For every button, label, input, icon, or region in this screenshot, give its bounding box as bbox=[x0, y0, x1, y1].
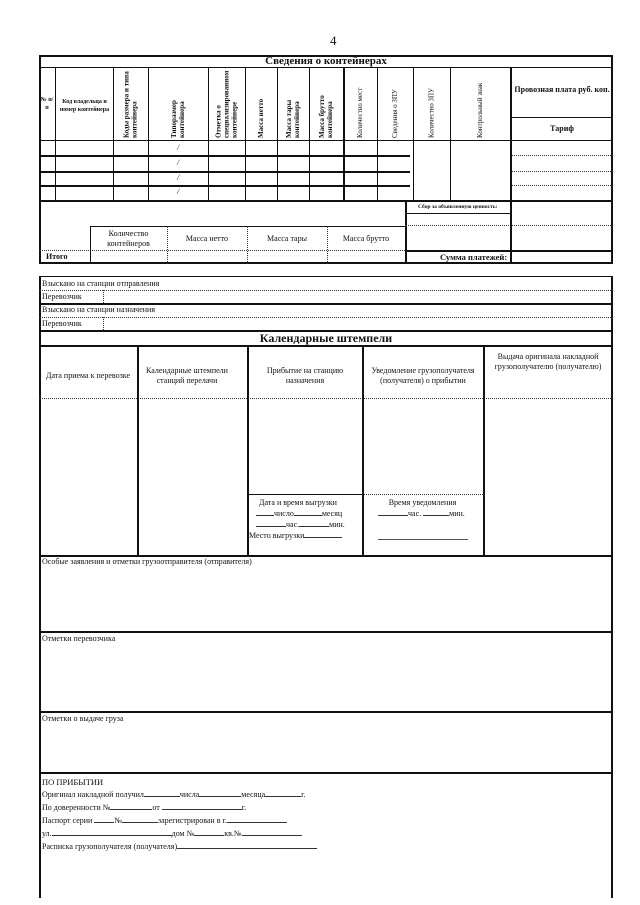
col-tare-mass: Масса тары контейнера bbox=[285, 99, 301, 138]
collected-destination: Взыскано на станции назначения bbox=[42, 305, 155, 314]
col-control-mark: Контрольный знак bbox=[476, 82, 484, 138]
summary-gross-header: Масса брутто bbox=[342, 234, 390, 243]
containers-title: Сведения о контейнерах bbox=[265, 55, 387, 67]
total-label: Итого bbox=[46, 252, 68, 261]
payments-sum-label: Сумма платежей: bbox=[440, 252, 508, 262]
declared-value-fee: Сбор за объявленную ценность: bbox=[418, 204, 498, 210]
notify-title: Время уведомления bbox=[388, 498, 457, 507]
arrival-line-1: Оригинал накладной получил числа месяца г. bbox=[42, 790, 306, 799]
unload-title: Дата и время выгрузки bbox=[259, 498, 337, 507]
carrier-remarks-label: Отметки перевозчика bbox=[42, 634, 116, 643]
carrier-label-2: Перевозчик bbox=[42, 319, 82, 328]
stamps-col-transfer: Календарные штемпели станций перелачи bbox=[146, 366, 228, 385]
col-type-size: Типоразмер контейнера bbox=[170, 100, 186, 138]
stamps-col-notification: Уведомление грузополучателя (получателя) о прибытии bbox=[371, 366, 475, 385]
arrival-line-5: Расписка грузополучателя (получателя) bbox=[42, 842, 317, 852]
stamps-col-acceptance: Дата приема к перевозке bbox=[45, 371, 130, 380]
summary-net-header: Масса нетто bbox=[185, 234, 229, 243]
arrival-title: ПО ПРИБЫТИИ bbox=[42, 777, 104, 787]
tariff-label: Тариф bbox=[550, 124, 574, 133]
carrier-label-1: Перевозчик bbox=[42, 292, 82, 301]
arrival-line-2: По доверенности № от г. bbox=[42, 803, 247, 812]
col-size-codes: Коды размера и типа контейнера bbox=[122, 71, 139, 138]
collected-departure: Взыскано на станции отправления bbox=[42, 279, 160, 288]
arrival-line-3: Паспорт серии № зарегистрирован в г. bbox=[42, 816, 287, 826]
summary-count-header: Количество контейнеров bbox=[107, 229, 150, 248]
summary-tare-header: Масса тары bbox=[267, 234, 307, 243]
row-slash: / bbox=[177, 173, 180, 182]
shipper-remarks-label: Особые заявления и отметки грузоотправителя (отправителя) bbox=[42, 557, 252, 566]
col-special-mark: Отметка о специализированном контейнере bbox=[214, 70, 239, 138]
issue-remarks-label: Отметки о выдаче груза bbox=[42, 714, 124, 723]
unload-place-line: Место выгрузки bbox=[249, 531, 342, 541]
col-places: Количество мест bbox=[356, 87, 364, 138]
col-gross-mass: Масса брутто контейнера bbox=[318, 95, 334, 138]
unload-time-line: час. мин. bbox=[256, 520, 345, 530]
col-net-mass: Масса нетто bbox=[257, 98, 265, 138]
stamps-col-arrival: Прибытие на станцию назначения bbox=[266, 366, 344, 385]
stamps-col-issue: Выдача оригинала накладной грузополучателю (получателю) bbox=[494, 352, 602, 371]
stamps-title: Календарные штемпели bbox=[259, 331, 393, 345]
col-owner-code: Код владельца и номер контейнера bbox=[59, 99, 110, 113]
col-seal-count: Количество ЗПУ bbox=[427, 88, 436, 138]
page-number: 4 bbox=[330, 33, 337, 48]
col-number: № п/п bbox=[40, 97, 54, 111]
notify-time-line: час. мин. bbox=[378, 509, 465, 519]
unload-date-line: число месяц bbox=[256, 509, 342, 519]
col-seal-info: Сведения о ЗПУ bbox=[391, 89, 399, 138]
payment-header: Провозная плата руб. коп. bbox=[514, 85, 610, 94]
row-slash: / bbox=[177, 187, 180, 196]
row-slash: / bbox=[177, 158, 180, 167]
arrival-line-4: ул. дом № кв.№ bbox=[42, 829, 302, 839]
row-slash: / bbox=[177, 143, 180, 152]
